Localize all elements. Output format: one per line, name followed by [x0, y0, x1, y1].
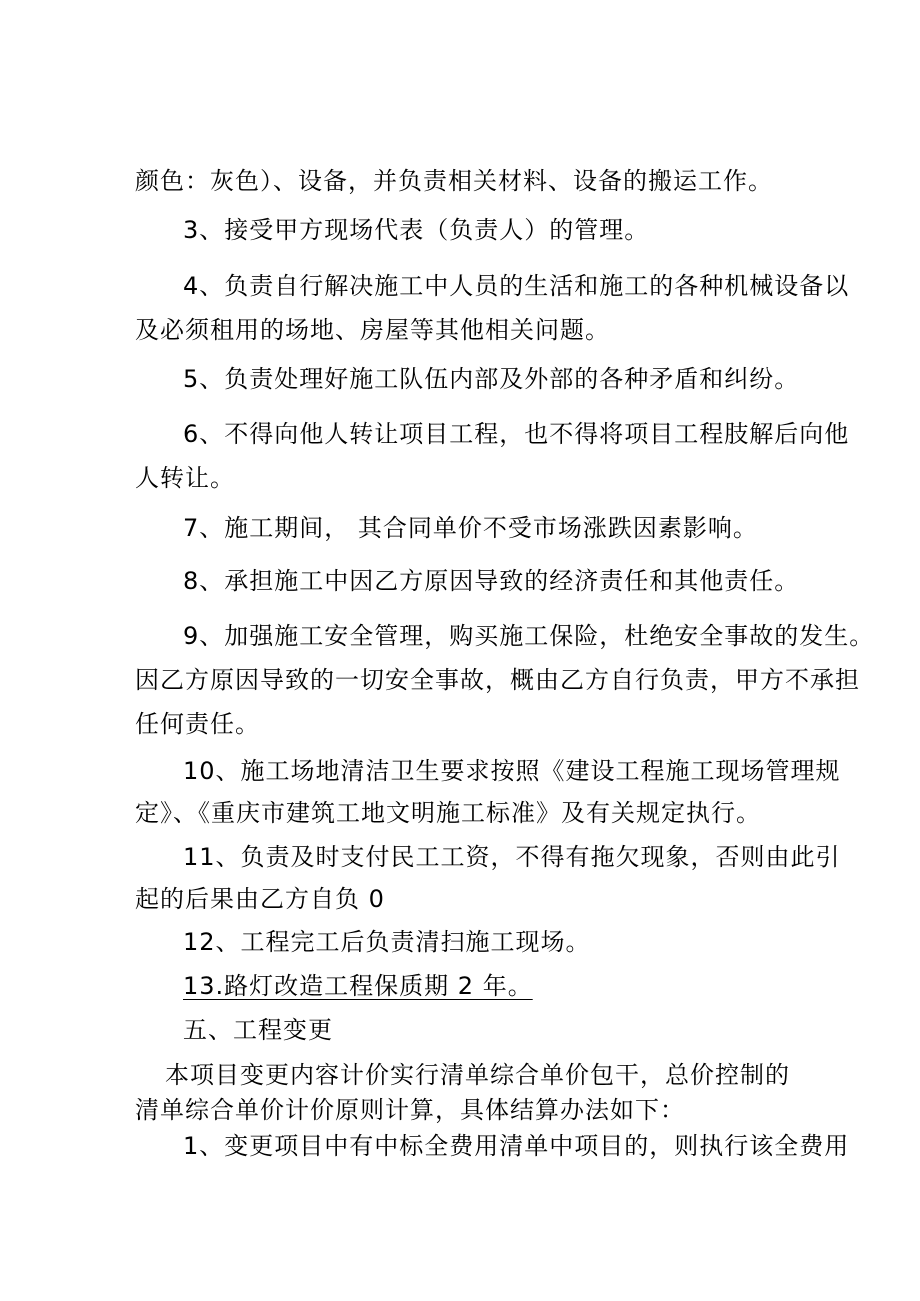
- text-line: 本项目变更内容计价实行清单综合单价包干，总价控制的: [165, 1061, 790, 1089]
- text-line: 清单综合单价计价原则计算，具体结算办法如下：: [135, 1096, 685, 1124]
- text-line: 人转让。: [135, 464, 235, 492]
- text-line: 5、负责处理好施工队伍内部及外部的各种矛盾和纠纷。: [183, 365, 800, 393]
- text-line: 定》、《重庆市建筑工地文明施工标准》及有关规定执行。: [135, 799, 761, 827]
- text-line: 及必须租用的场地、房屋等其他相关问题。: [135, 316, 610, 344]
- text-line: 1、变更项目中有中标全费用清单中项目的，则执行该全费用: [183, 1132, 850, 1160]
- text-line: 颜色：灰色）、设备，并负责相关材料、设备的搬运工作。: [135, 167, 773, 195]
- text-line: 6、不得向他人转让项目工程，也不得将项目工程肢解后向他: [183, 420, 850, 448]
- text-line: 12、工程完工后负责清扫施工现场。: [183, 928, 591, 956]
- text-line: 7、施工期间， 其合同单价不受市场涨跌因素影响。: [183, 514, 758, 542]
- text-line: 8、承担施工中因乙方原因导致的经济责任和其他责任。: [183, 567, 800, 595]
- warranty-line: 13.路灯改造工程保质期 2 年。: [183, 972, 533, 1000]
- text-line: 4、负责自行解决施工中人员的生活和施工的各种机械设备以: [183, 272, 850, 300]
- text-line: 起的后果由乙方自负 0: [135, 885, 385, 913]
- text-line: 9、加强施工安全管理，购买施工保险，杜绝安全事故的发生。: [183, 622, 875, 650]
- section-heading: 五、工程变更: [183, 1016, 333, 1044]
- text-line: 3、接受甲方现场代表（负责人）的管理。: [183, 216, 650, 244]
- text-line: 因乙方原因导致的一切安全事故，概由乙方自行负责，甲方不承担: [135, 666, 860, 694]
- text-line: 任何责任。: [135, 710, 260, 738]
- text-line: 11、负责及时支付民工工资，不得有拖欠现象，否则由此引: [183, 843, 841, 871]
- text-line: 10、施工场地清洁卫生要求按照《建设工程施工现场管理规: [183, 757, 841, 785]
